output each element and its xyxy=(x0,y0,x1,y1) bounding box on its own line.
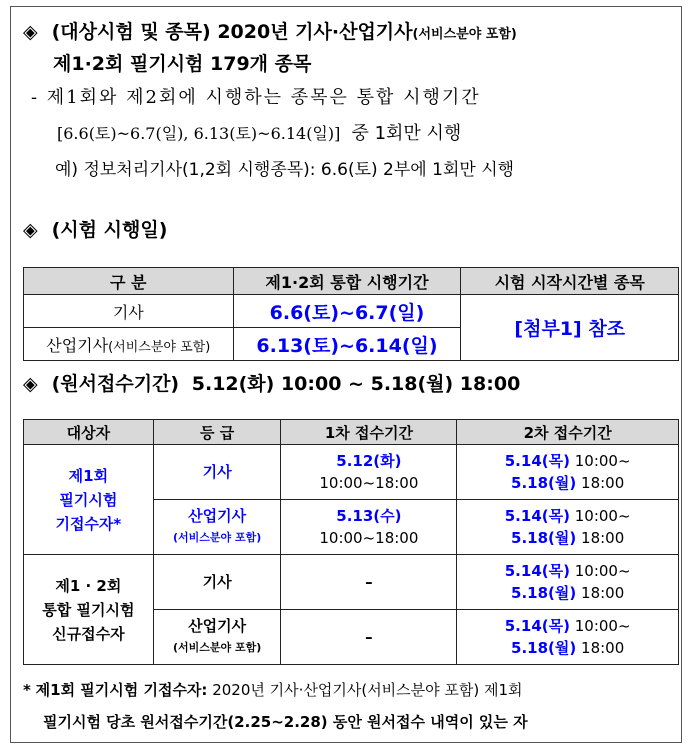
schedule-header-row xyxy=(24,268,679,295)
second-period-cell: 5.14(목) 10:00~ 5.18(월) 18:00 xyxy=(457,500,679,555)
application-title: (원서접수기간) xyxy=(51,373,180,395)
grade-cell: 기사 xyxy=(153,445,281,500)
footnote-term: 제1회 필기시험 기접수자: xyxy=(35,681,208,699)
second-period-cell: 5.14(목) 10:00~ 5.18(월) 18:00 xyxy=(457,610,679,665)
grade-cell: 기사 xyxy=(153,555,281,610)
footnote-line-1 xyxy=(23,679,523,700)
first-period-cell: – xyxy=(281,555,457,610)
footnote-star: * xyxy=(23,681,31,699)
notice-frame xyxy=(10,6,682,743)
exam-date-title: (시험 시행일) xyxy=(51,219,168,241)
diamond-icon: ◈ xyxy=(23,219,38,241)
category-cell: 기사 xyxy=(24,295,234,328)
header-period: 제1·2회 통합 시행기간 xyxy=(233,268,461,295)
application-header-row xyxy=(24,420,679,445)
header-category: 구 분 xyxy=(24,268,234,295)
grade-cell: 산업기사 (서비스분야 포함) xyxy=(153,500,281,555)
header-first-period: 1차 접수기간 xyxy=(281,420,457,445)
reference-cell: [첨부1] 참조 xyxy=(461,295,679,361)
dates-bracket: [6.6(토)~6.7(일), 6.13(토)~6.14(일)] xyxy=(57,124,341,143)
header-grade: 등 급 xyxy=(153,420,281,445)
target-heading-prefix: (대상시험 및 종목) xyxy=(51,21,211,43)
application-heading xyxy=(23,369,520,396)
application-table xyxy=(23,419,679,665)
second-period-cell: 5.14(목) 10:00~ 5.18(월) 18:00 xyxy=(457,445,679,500)
dates-line xyxy=(57,119,461,145)
table-row xyxy=(24,555,679,610)
integrated-period-line: - 제1회와 제2회에 시행하는 종목은 통합 시행기간 xyxy=(31,87,481,108)
diamond-icon: ◈ xyxy=(23,373,38,395)
period-cell: 6.13(토)~6.14(일) xyxy=(233,328,461,361)
first-period-cell: – xyxy=(281,610,457,665)
header-target: 대상자 xyxy=(24,420,154,445)
group-label-existing: 제1회 필기시험 기접수자* xyxy=(24,445,154,555)
target-heading xyxy=(23,17,517,44)
first-period-cell: 5.12(화) 10:00~18:00 xyxy=(281,445,457,500)
category-cell: 산업기사(서비스분야 포함) xyxy=(24,328,234,361)
group-label-new: 제1 · 2회 통합 필기시험 신규접수자 xyxy=(24,555,154,665)
table-row xyxy=(24,295,679,328)
target-heading-main: 2020년 기사·산업기사 xyxy=(217,21,413,43)
exam-count-line: 제1·2회 필기시험 179개 종목 xyxy=(53,53,312,75)
target-heading-small: (서비스분야 포함) xyxy=(412,27,517,42)
exam-date-heading xyxy=(23,215,167,242)
header-subjects: 시험 시작시간별 종목 xyxy=(461,268,679,295)
application-period: 5.12(화) 10:00 ~ 5.18(월) 18:00 xyxy=(191,373,521,395)
header-second-period: 2차 접수기간 xyxy=(457,420,679,445)
first-period-cell: 5.13(수) 10:00~18:00 xyxy=(281,500,457,555)
schedule-table xyxy=(23,267,679,361)
period-cell: 6.6(토)~6.7(일) xyxy=(233,295,461,328)
example-line: 예) 정보처리기사(1,2회 시행종목): 6.6(토) 2부에 1회만 시행 xyxy=(55,160,515,180)
diamond-icon: ◈ xyxy=(23,21,38,43)
grade-cell: 산업기사 (서비스분야 포함) xyxy=(153,610,281,665)
footnote-rest: 2020년 기사·산업기사(서비스분야 포함) 제1회 xyxy=(212,681,523,699)
table-row xyxy=(24,445,679,500)
second-period-cell: 5.14(목) 10:00~ 5.18(월) 18:00 xyxy=(457,555,679,610)
once-only-text: 중 1회만 시행 xyxy=(351,123,462,144)
footnote-line-2: 필기시험 당초 원서접수기간(2.25~2.28) 동안 원서접수 내역이 있는 자 xyxy=(43,713,528,731)
